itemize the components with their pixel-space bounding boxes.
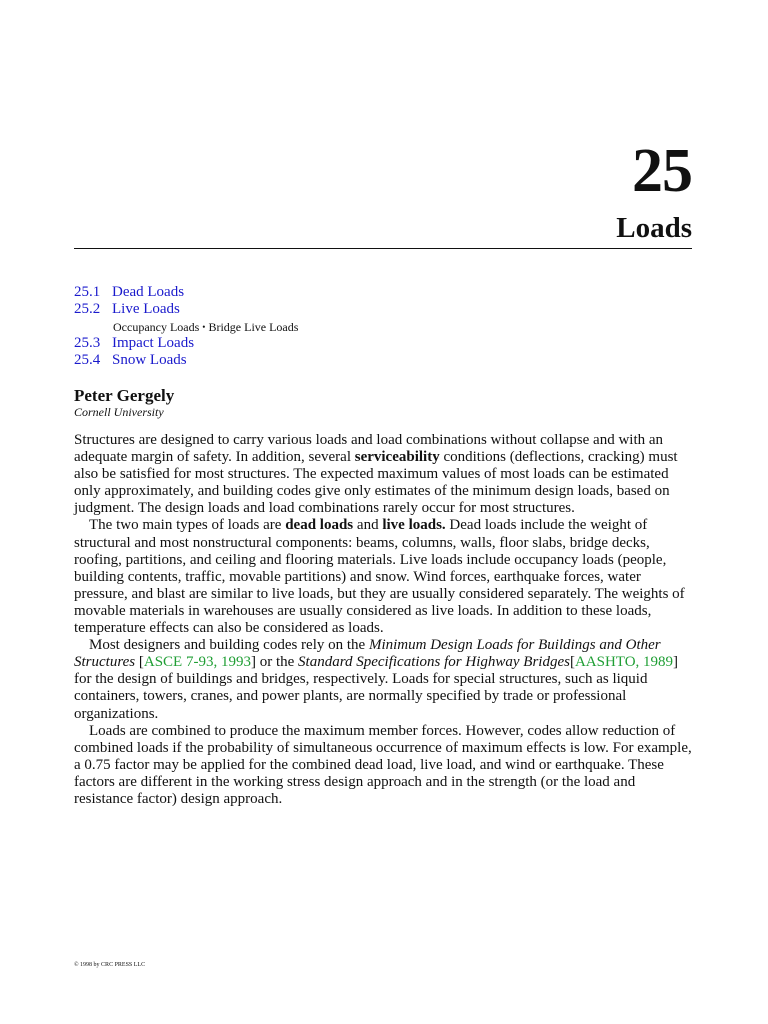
bullet-icon: •: [202, 322, 206, 332]
text-run: [: [569, 654, 575, 671]
title-asce-standard: Minimum Design Loads for Buildings and Other Structures: [74, 637, 661, 671]
text-run: ] for the design of buildings and bridges, respectively. Loads for special structures, such as liquid containers, towers, cranes, and power plants, are normally specified by trade or professional organizations.: [74, 654, 679, 722]
text-run: Most designers and building codes rely on the: [89, 637, 369, 654]
toc-subsections: [113, 319, 298, 335]
copyright-footer: © 1998 by CRC PRESS LLC: [74, 962, 146, 968]
author-affiliation: Cornell University: [74, 405, 164, 419]
toc-label: Live Loads: [112, 301, 180, 317]
toc-label: Dead Loads: [112, 284, 185, 300]
toc-link-dead-loads[interactable]: [74, 284, 298, 301]
text-run: Dead loads include the weight of structural and most nonstructural components: beams, columns, walls, floor slabs, bridge decks, roofing, partitions, and ceiling and flooring materials. Live loads include occupancy loads (people, building contents, traffic, movable partitions) and snow. Wind forces, earthquake forces, water pressure, and blast are similar to live loads, but they are usually considered separately. The weights of movable materials in warehouses are usually considered as live loads. In addition to these loads, temperature effects can also be considered as loads.: [74, 517, 685, 637]
text-run: [: [135, 654, 144, 671]
toc-number: 25.1: [74, 284, 101, 300]
citation-link-asce[interactable]: ASCE 7-93, 1993: [143, 654, 251, 671]
toc-label: Impact Loads: [112, 335, 195, 351]
term-live-loads: live loads.: [382, 517, 446, 534]
toc-link-live-loads[interactable]: [74, 301, 298, 318]
paragraph-1: [74, 432, 694, 517]
author-name: Peter Gergely: [74, 386, 175, 405]
paragraph-4: Loads are combined to produce the maximum member forces. However, codes allow reduction of combined loads if the probability of simultaneous occurrence of maximum effects is low. For example, a 0.75 factor may be applied for the combined dead load, live load, and wind or earthquake. These factors are different in the working stress design approach and in the strength (or the load and resistance factor) design approach.: [74, 722, 692, 807]
term-serviceability: serviceability: [354, 449, 440, 466]
text-run: ] or the: [250, 654, 299, 671]
text-run: Structures are designed to carry various loads and load combinations without collapse and with an adequate margin of safety. In addition, several: [74, 432, 664, 466]
title-rule: [74, 248, 692, 249]
toc-link-snow-loads[interactable]: [74, 352, 298, 369]
citation-link-aashto[interactable]: AASHTO, 1989: [574, 654, 674, 671]
toc-number: 25.2: [74, 301, 101, 317]
table-of-contents: [74, 284, 298, 369]
text-run: The two main types of loads are: [89, 517, 286, 534]
body-text: [74, 432, 694, 808]
toc-link-impact-loads[interactable]: [74, 335, 298, 352]
toc-number: 25.4: [74, 352, 101, 368]
paragraph-3: [74, 637, 694, 722]
chapter-number: 25: [632, 137, 692, 205]
chapter-title: Loads: [616, 212, 692, 244]
toc-number: 25.3: [74, 335, 101, 351]
title-highway-specifications: Standard Specifications for Highway Bridges: [298, 654, 570, 671]
toc-sub-bridge-live-loads: Bridge Live Loads: [208, 320, 299, 334]
toc-label: Snow Loads: [112, 352, 187, 368]
toc-sub-occupancy-loads: Occupancy Loads: [113, 320, 200, 334]
term-dead-loads: dead loads: [285, 517, 354, 534]
text-run: and: [353, 517, 383, 534]
paragraph-2: [74, 517, 694, 637]
text-run: conditions (deflections, cracking) must also be satisfied for most structures. The expected maximum values of most loads can be estimated only approximately, and building codes give only estimates of the minimum design loads, based on judgment. The design loads and load combinations rarely occur for most structures.: [74, 449, 678, 517]
